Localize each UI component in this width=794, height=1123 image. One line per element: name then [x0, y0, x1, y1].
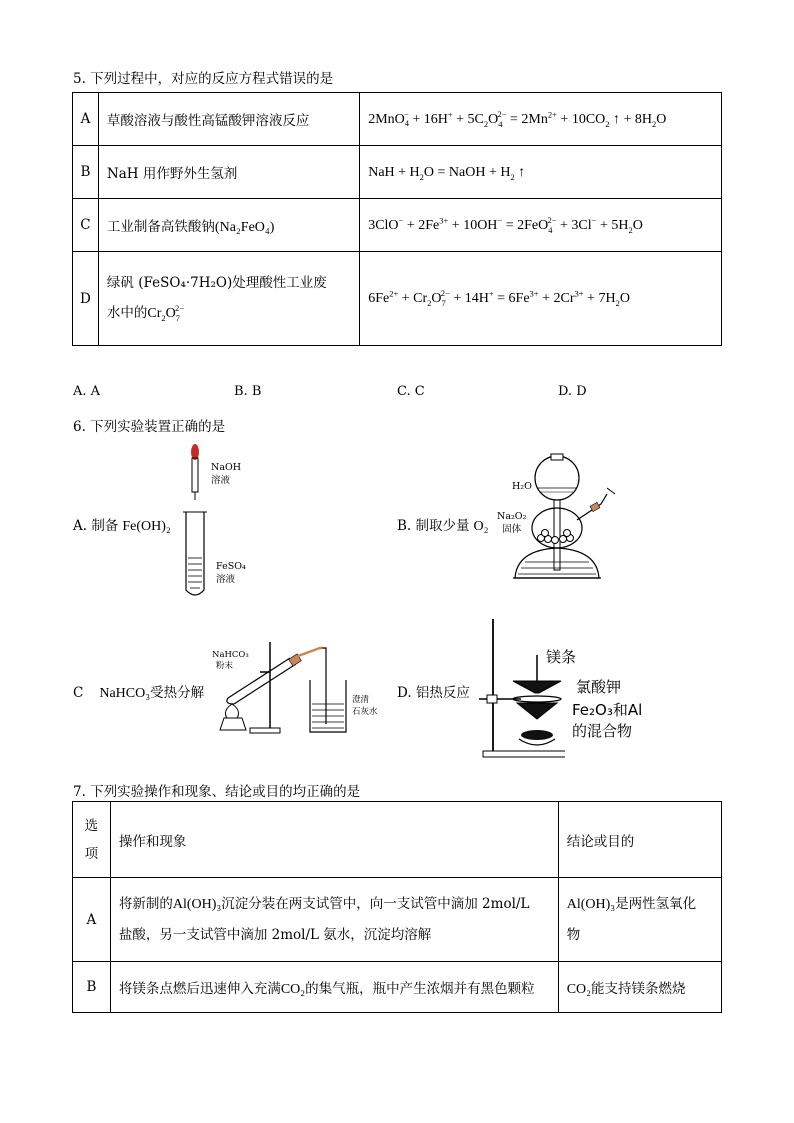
q5-row-desc-line2-text: 水中的 — [106, 305, 148, 321]
na2o2-label: Na₂O₂ — [497, 511, 527, 522]
limewater-label: 澄清 — [352, 695, 370, 705]
fe2o3-al-label: Fe₂O₃和Al — [572, 701, 643, 719]
table-row — [73, 252, 722, 346]
q6-a-label-feso4 — [216, 560, 246, 586]
nahco3-label: NaHCO₃ — [212, 650, 249, 660]
feso4-label: FeSO₄ — [216, 561, 246, 572]
q7-b-op-formula: CO₂ — [280, 981, 306, 997]
table-row — [73, 962, 722, 1013]
q5-row-letter: A — [73, 93, 99, 146]
q7-b-concl-formula: CO₂ — [566, 981, 592, 997]
q7-header-option — [73, 802, 111, 878]
q5-row-desc — [98, 252, 359, 346]
q5-row-desc-formula: (Na₂FeO₄) — [214, 219, 275, 235]
q5-row-equation: $3ClO^- + 2Fe^{3+} + 10OH^- = 2FeO_4^{2-} + 3Cl^- + 5H_2O$ — [360, 199, 722, 252]
q5-option-a[interactable]: A. A — [73, 384, 101, 399]
table-row — [73, 93, 722, 146]
nahco3-powder-label: 粉末 — [216, 661, 234, 671]
q7-a-concl-text: 是两性氢氧化 — [615, 896, 697, 912]
q6-b-formula: O₂ — [473, 519, 489, 534]
q6-c-label-limewater — [352, 694, 378, 718]
q7-row-operation-l1 — [119, 889, 550, 920]
q7-a-op-formula: Al(OH)₃ — [172, 897, 222, 912]
q7-row-operation — [110, 878, 558, 962]
q7-b-op-pre: 将镁条点燃后迅速伸入充满 — [118, 980, 281, 997]
q7-row-conclusion — [558, 878, 721, 962]
q6-c-diagram — [210, 632, 390, 742]
q6-d-label-mg: 镁条 — [546, 648, 577, 666]
table-row — [73, 199, 722, 252]
feso4-solution-label: 溶液 — [216, 574, 236, 585]
q6-b-text: B. 制取少量 — [397, 518, 470, 534]
dropper-tube — [192, 458, 198, 492]
q6-option-d[interactable]: D. 铝热反应 — [397, 685, 470, 701]
q6-title: 6. 下列实验装置正确的是 — [73, 419, 226, 435]
mixture-label: 的混合物 — [572, 722, 633, 740]
q6-a-text: A. 制备 — [73, 518, 119, 534]
limewater-label-2: 石灰水 — [352, 707, 378, 717]
q7-header-operation: 操作和现象 — [110, 802, 558, 878]
q7-b-concl-text: 能支持镁条燃烧 — [591, 980, 686, 997]
q5-row-desc — [98, 199, 359, 252]
q6-option-b[interactable] — [397, 514, 489, 535]
q7-table — [72, 801, 722, 1013]
q5-row-desc: 草酸溶液与酸性高锰酸钾溶液反应 — [98, 93, 359, 146]
q5-row-letter: B — [73, 146, 99, 199]
q7-row-letter: B — [73, 962, 111, 1013]
q7-row-conclusion-l2: 物 — [566, 927, 581, 943]
q6-d-label-kclo3: 氯酸钾 — [576, 678, 622, 696]
q5-row-desc-line2: 水中的$Cr_2O_7^{2-}$ — [106, 303, 185, 323]
q6-a-label-naoh — [211, 461, 241, 487]
q7-row-operation — [110, 962, 558, 1013]
q5-row-desc-line1: 绿矾 (FeSO₄·7H₂O)处理酸性工业废 — [106, 275, 327, 291]
q5-row-desc: NaH 用作野外生氢剂 — [98, 146, 359, 199]
q6-option-c[interactable] — [73, 681, 204, 702]
q6-c-text: 受热分解 — [150, 685, 205, 701]
q7-row-conclusion — [558, 962, 721, 1013]
table-row — [73, 878, 722, 962]
q5-option-c[interactable]: C. C — [397, 384, 425, 399]
q5-table — [72, 92, 722, 346]
q6-d-diagram — [475, 615, 565, 760]
q5-row-desc-text: 工业制备高铁酸钠 — [106, 218, 215, 235]
test-tube — [186, 512, 204, 595]
q7-b-op-post: 的集气瓶，瓶中产生浓烟并有黑色颗粒 — [305, 980, 535, 997]
q6-b-label-water: H₂O — [512, 481, 532, 492]
q5-option-d[interactable]: D. D — [558, 384, 587, 399]
q7-header-conclusion: 结论或目的 — [558, 802, 721, 878]
q7-row-conclusion-l1 — [567, 889, 713, 920]
q5-row-equation: $6Fe^{2+} + Cr_2O_7^{2-} + 14H^+ = 6Fe^{3+} + 2Cr^{3+} + 7H_2O$ — [360, 252, 722, 346]
q7-a-op-post: 沉淀分装在两支试管中，向一支试管中滴加 2mol/L — [221, 896, 530, 912]
q5-row-letter: C — [73, 199, 99, 252]
q5-row-equation: NaH + $H_2O$ = NaOH + $H_2$ ↑ — [360, 146, 722, 199]
q7-a-op-pre: 将新制的 — [118, 896, 173, 912]
q6-d-label-mixture — [572, 700, 642, 742]
q7-header-option-l1: 选 — [84, 817, 99, 834]
q6-c-formula: NaHCO₃ — [99, 686, 151, 701]
q6-c-label-nahco3 — [212, 650, 249, 672]
table-header-row — [73, 802, 722, 878]
table-row — [73, 146, 722, 199]
q5-row-equation: $2MnO_4^- + 16H^+ + 5C_2O_4^{2-} = 2Mn^{2+} + 10CO_2$ ↑ + $8H_2O$ — [360, 93, 722, 146]
q7-header-option-l2: 项 — [84, 845, 99, 862]
q6-c-letter: C — [73, 685, 84, 701]
q6-option-a[interactable] — [73, 514, 171, 535]
q5-option-b[interactable]: B. B — [234, 384, 262, 399]
q7-row-operation-l2: 盐酸，另一支试管中滴加 2mol/L 氨水，沉淀均溶解 — [118, 927, 432, 943]
q7-row-letter: A — [73, 878, 111, 962]
na2o2-solid-label: 固体 — [502, 524, 522, 535]
q6-a-formula: Fe(OH)₂ — [122, 519, 171, 534]
q6-b-label-na2o2 — [497, 510, 526, 536]
q5-title: 5. 下列过程中，对应的反应方程式错误的是 — [73, 71, 334, 87]
naoh-solution-label: 溶液 — [211, 475, 231, 486]
q7-title: 7. 下列实验操作和现象、结论或目的均正确的是 — [73, 784, 361, 800]
q5-row-letter: D — [73, 252, 99, 346]
naoh-label: NaOH — [211, 462, 242, 473]
q7-a-concl-formula: Al(OH)₃ — [566, 897, 616, 912]
